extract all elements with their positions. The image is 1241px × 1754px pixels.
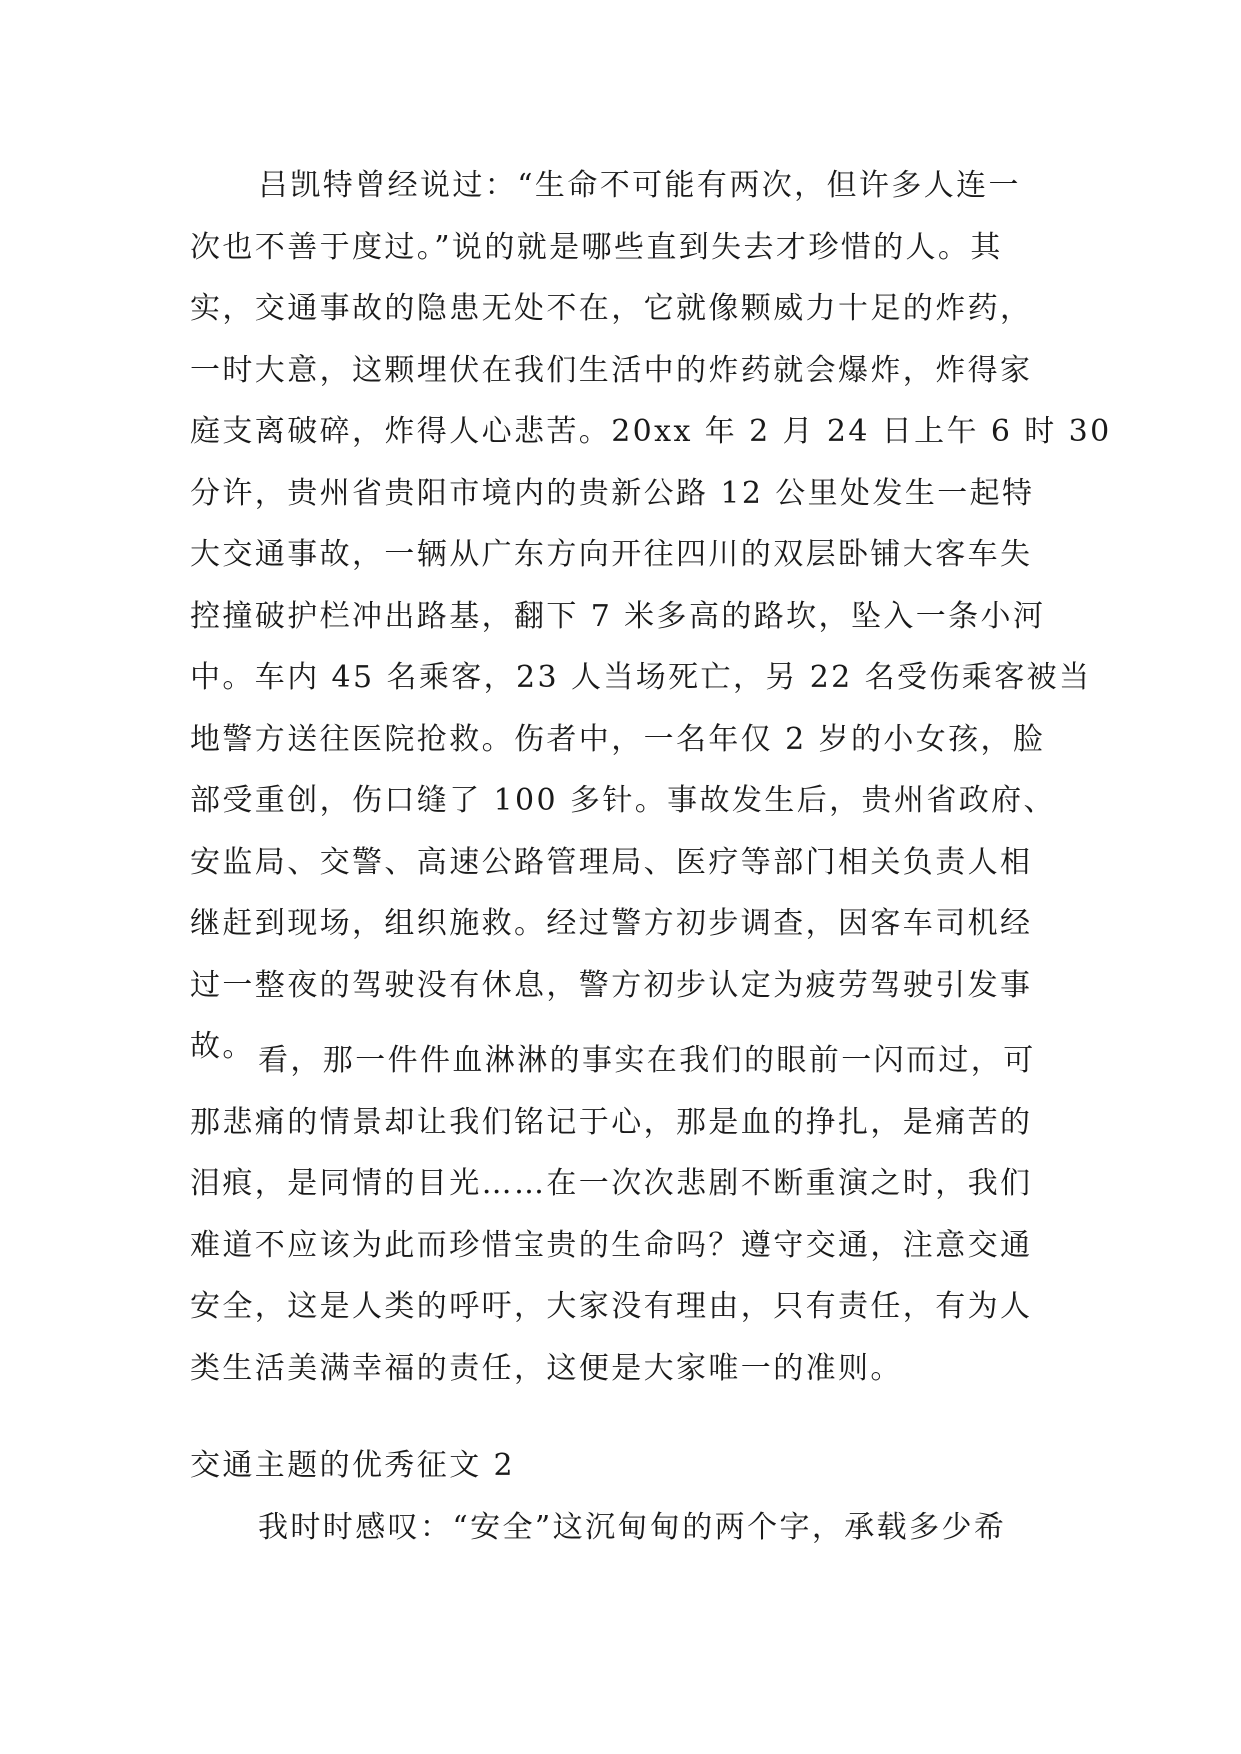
paragraph-line: 安全，这是人类的呼吁，大家没有理由，只有责任，有为人 [190,1289,1033,1324]
paragraph-1 [190,155,1112,1078]
paragraph-line: 我时时感叹：“安全”这沉甸甸的两个字，承载多少希 [258,1510,1007,1545]
paragraph-line: 那悲痛的情景却让我们铭记于心，那是血的挣扎，是痛苦的 [190,1104,1033,1140]
paragraph-line: 一时大意，这颗埋伏在我们生活中的炸药就会爆炸，炸得家 [190,352,1033,388]
paragraph-line: 吕凯特曾经说过：“生命不可能有两次，但许多人连一 [258,168,1021,203]
section-heading-block [190,1435,1070,1497]
paragraph-line: 类生活美满幸福的责任，这便是大家唯一的准则。 [190,1350,903,1386]
paragraph-line: 看，那一件件血淋淋的事实在我们的眼前一闪而过，可 [258,1043,1036,1078]
paragraph-line: 分许，贵州省贵阳市境内的贵新公路 12 公里处发生一起特 [190,475,1035,511]
section-heading: 交通主题的优秀征文 2 [190,1448,516,1483]
paragraph-line: 中。车内 45 名乘客，23 人当场死亡，另 22 名受伤乘客被当 [190,660,1092,695]
paragraph-line: 继赶到现场，组织施救。经过警方初步调查，因客车司机经 [190,906,1033,941]
paragraph-line: 泪痕，是同情的目光……在一次次悲剧不断重演之时，我们 [190,1166,1033,1201]
paragraph-line: 次也不善于度过。”说的就是哪些直到失去才珍惜的人。其 [190,229,1003,265]
paragraph-line: 故。 [190,1029,255,1064]
paragraph-line: 大交通事故，一辆从广东方向开往四川的双层卧铺大客车失 [190,537,1033,572]
paragraph-line: 过一整夜的驾驶没有休息，警方初步认定为疲劳驾驶引发事 [190,967,1033,1003]
paragraph-line: 地警方送往医院抢救。伤者中，一名年仅 2 岁的小女孩，脸 [190,721,1046,757]
paragraph-line: 安监局、交警、高速公路管理局、医疗等部门相关负责人相 [190,844,1033,880]
paragraph-3 [190,1497,1070,1559]
paragraph-line: 实，交通事故的隐患无处不在，它就像颗威力十足的炸药， [190,291,1033,326]
paragraph-line: 部受重创，伤口缝了 100 多针。事故发生后，贵州省政府、 [190,783,1056,818]
paragraph-line: 难道不应该为此而珍惜宝贵的生命吗？遵守交通，注意交通 [190,1227,1033,1263]
paragraph-2 [190,1030,1070,1399]
paragraph-line: 庭支离破碎，炸得人心悲苦。20xx 年 2 月 24 日上午 6 时 30 [190,414,1112,449]
paragraph-line: 控撞破护栏冲出路基，翻下 7 米多高的路坎，坠入一条小河 [190,598,1046,634]
